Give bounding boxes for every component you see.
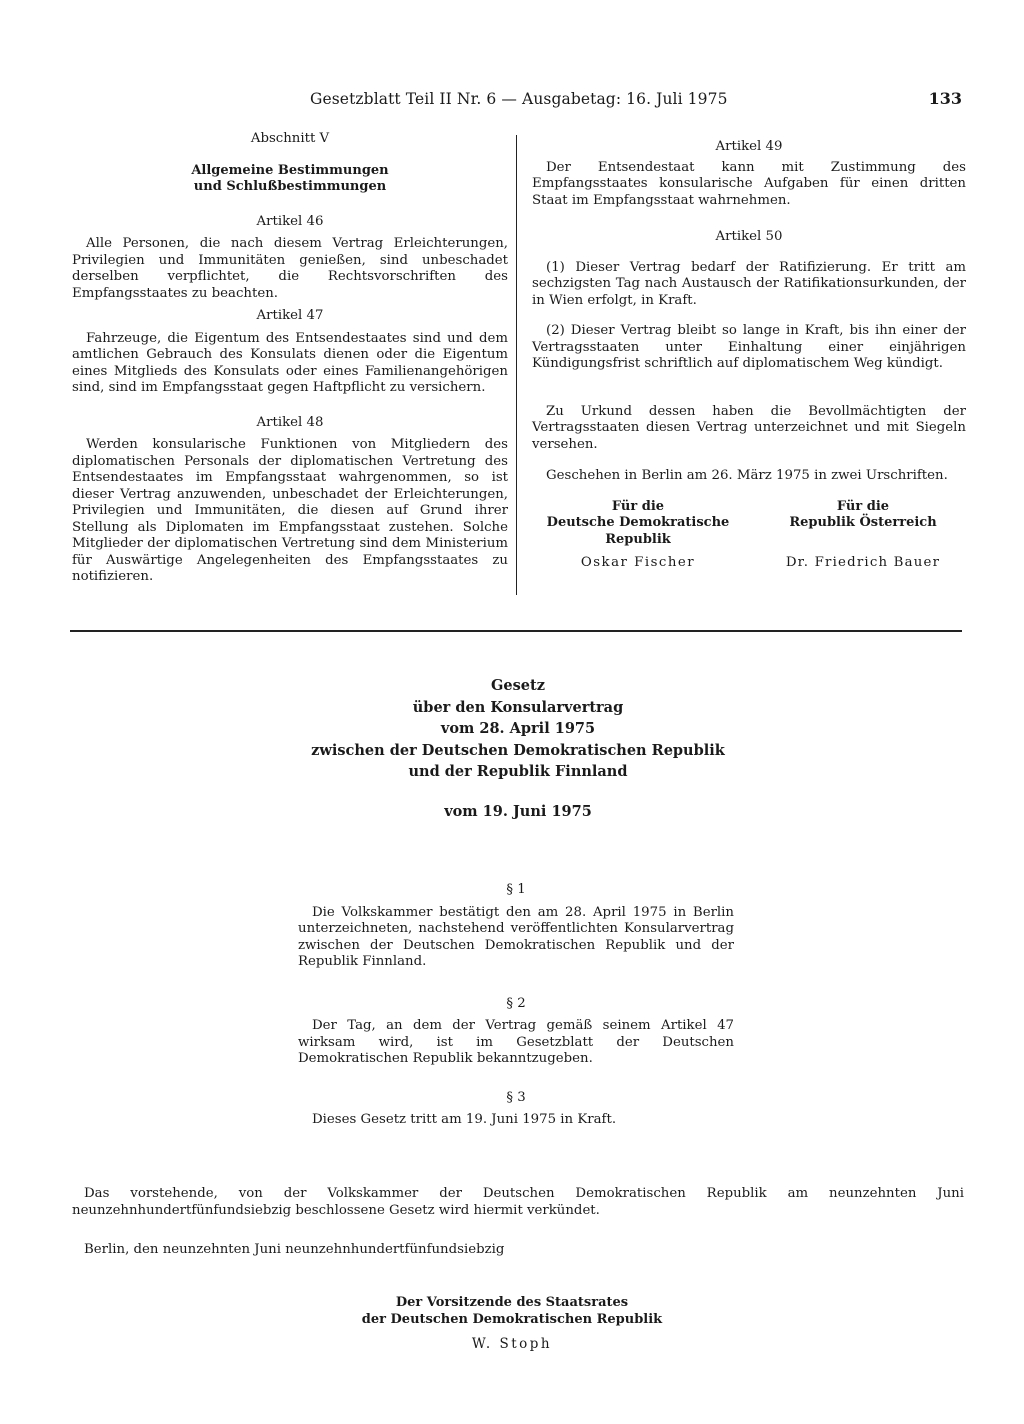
article-50-heading: Artikel 50 bbox=[715, 229, 783, 244]
place-and-date: Berlin, den neunzehnten Juni neunzehnhundertfünfundsiebzig bbox=[84, 1242, 505, 1257]
section-1-text: Die Volkskammer bestätigt den am 28. April 1975 in Berlin unterzeichneten, nachstehend veröffentlichten Konsularvertrag zwischen der Deutschen Demokratischen Republik und der Republik Finnland. bbox=[298, 904, 734, 969]
law-title-line-5: und der Republik Finnland bbox=[408, 763, 628, 780]
article-49-text: Der Entsendestaat kann mit Zustimmung des Empfangsstaates konsularische Aufgaben für einen dritten Staat im Empfangsstaat wahrnehmen. bbox=[532, 159, 966, 208]
article-48-text: Werden konsularische Funktionen von Mitgliedern des diplomatischen Personals der diplomatischen Vertretung des Entsendestaates im Empfangsstaat wahrgenommen, so ist dieser Vertrag anzuwenden, unbeschadet der Erleichterungen, Privilegien und Immunitäten, die diesen auf Grund ihrer Stellung als Diplomaten im Empfangsstaat zustehen. Solche Mitglieder der diplomatischen Vertretung sind dem Ministerium für Auswärtige Angelegenheiten des Empfangsstaates zu notifizieren. bbox=[72, 437, 508, 584]
promulgation-text: Das vorstehende, von der Volkskammer der Deutschen Demokratischen Republik am neunzehnten Juni neunzehnhundertfünfundsiebzig beschlossene Gesetz wird hiermit verkündet. bbox=[72, 1186, 964, 1218]
article-49-heading: Artikel 49 bbox=[715, 139, 783, 154]
section-title-line-1: Allgemeine Bestimmungen bbox=[191, 162, 389, 178]
section-label: Abschnitt V bbox=[250, 131, 330, 146]
law-title-line-1: Gesetz bbox=[491, 677, 545, 694]
article-46-heading: Artikel 46 bbox=[256, 213, 324, 229]
article-48-heading: Artikel 48 bbox=[256, 414, 324, 430]
left-column bbox=[72, 131, 508, 586]
law-title-line-2: über den Konsularvertrag bbox=[412, 698, 624, 716]
signature-block-gdr bbox=[532, 499, 744, 572]
section-3-text: Dieses Gesetz tritt am 19. Juni 1975 in Kraft. bbox=[312, 1112, 617, 1127]
austria-state: Republik Österreich bbox=[789, 515, 937, 530]
signer-title-line-2: der Deutschen Demokratischen Republik bbox=[361, 1312, 663, 1327]
section-rule bbox=[70, 630, 962, 632]
section-2-heading: § 2 bbox=[506, 995, 526, 1011]
page-header bbox=[70, 86, 964, 116]
article-46-text: Alle Personen, die nach diesem Vertrag Erleichterungen, Privilegien und Immunitäten genießen, sind unbeschadet derselben verpflichtet, die Rechtsvorschriften des Empfangsstaates zu beachten. bbox=[72, 236, 508, 301]
promulgation-block bbox=[72, 1186, 964, 1259]
head-of-state-signature bbox=[312, 1294, 712, 1353]
signer-title-line-1: Der Vorsitzende des Staatsrates bbox=[395, 1295, 629, 1310]
article-50-paragraph-2: (2) Dieser Vertrag bleibt so lange in Kraft, bis ihn einer der Vertragsstaaten unter Einhaltung einer einjährigen Kündigungsfrist schriftlich auf diplomatischem Weg kündigt. bbox=[532, 323, 966, 371]
column-divider bbox=[516, 135, 517, 595]
gdr-for-label: Für die bbox=[611, 498, 665, 514]
done-at-clause: Geschehen in Berlin am 26. März 1975 in zwei Urschriften. bbox=[546, 468, 948, 483]
law-title-line-3: vom 28. April 1975 bbox=[440, 720, 596, 737]
signature-block-austria bbox=[758, 499, 968, 572]
austria-for-label: Für die bbox=[836, 498, 890, 514]
running-title: Gesetzblatt Teil II Nr. 6 — Ausgabetag: 16. Juli 1975 bbox=[310, 90, 728, 108]
article-50-paragraph-1: (1) Dieser Vertrag bedarf der Ratifizierung. Er tritt am sechzigsten Tag nach Austausch der Ratifikationsurkunden, der in Wien erfolgt, in Kraft. bbox=[532, 259, 966, 308]
law-title bbox=[200, 675, 836, 783]
section-2-text: Der Tag, an dem der Vertrag gemäß seinem Artikel 47 wirksam wird, ist im Gesetzblatt der Deutschen Demokratischen Republik bekanntzugeben. bbox=[298, 1018, 734, 1066]
section-3-heading: § 3 bbox=[506, 1089, 526, 1105]
section-title-line-2: und Schlußbestimmungen bbox=[193, 179, 387, 194]
signature-blocks bbox=[532, 499, 966, 589]
article-47-text: Fahrzeuge, die Eigentum des Entsendestaates sind und dem amtlichen Gebrauch des Konsulats dienen oder die Eigentum eines Mitglieds des Konsulats oder eines Familienangehörigen sind, sind im Empfangsstaat gegen Haftpflicht zu versichern. bbox=[72, 330, 508, 395]
right-column bbox=[532, 139, 966, 589]
gdr-state-line-2: Republik bbox=[605, 531, 671, 547]
gdr-state-line-1: Deutsche Demokratische bbox=[546, 515, 730, 530]
law-sections bbox=[298, 882, 734, 1129]
signer-name: W. Stoph bbox=[471, 1336, 553, 1352]
gdr-signatory: Oskar Fischer bbox=[580, 555, 696, 570]
article-47-heading: Artikel 47 bbox=[256, 308, 324, 323]
law-title-line-4: zwischen der Deutschen Demokratischen Republik bbox=[311, 741, 725, 759]
law-date: vom 19. Juni 1975 bbox=[444, 803, 592, 820]
austria-signatory: Dr. Friedrich Bauer bbox=[785, 554, 941, 570]
witness-clause: Zu Urkund dessen haben die Bevollmächtigten der Vertragsstaaten diesen Vertrag unterzeichnet und mit Siegeln versehen. bbox=[532, 403, 966, 452]
section-title bbox=[72, 163, 508, 196]
section-1-heading: § 1 bbox=[506, 882, 526, 897]
page-number: 133 bbox=[928, 89, 962, 108]
